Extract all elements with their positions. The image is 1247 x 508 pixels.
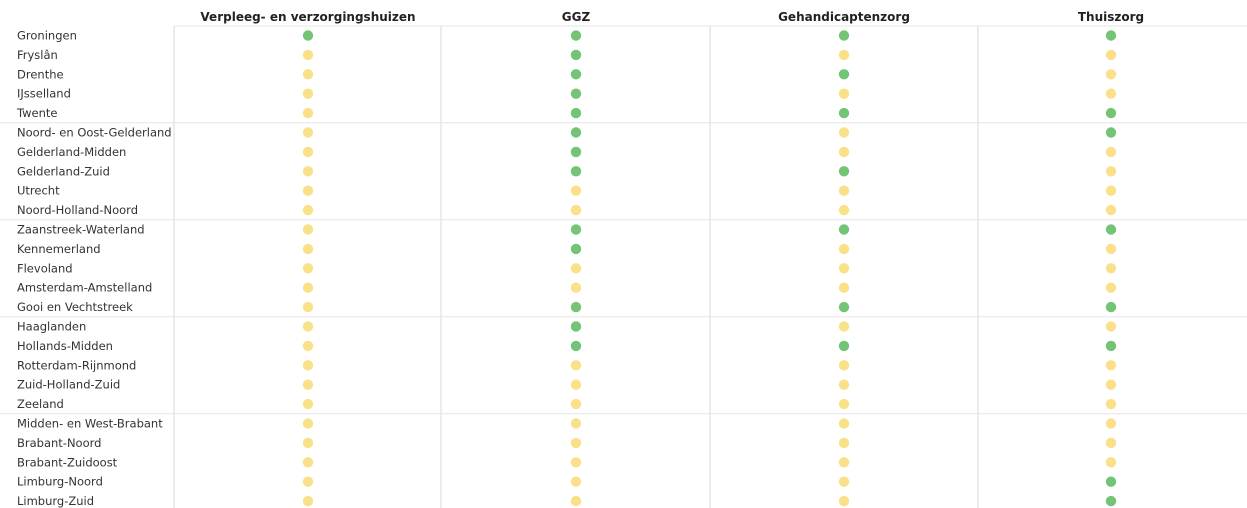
table-row: [17, 339, 1116, 353]
status-dot-yellow: [303, 166, 313, 176]
status-dot-green: [303, 30, 313, 40]
status-dot-yellow: [303, 438, 313, 448]
status-dot-yellow: [1106, 283, 1116, 293]
status-dot-yellow: [839, 186, 849, 196]
status-dot-yellow: [839, 244, 849, 254]
status-dot-yellow: [839, 50, 849, 60]
row-label: Hollands-Midden: [17, 338, 113, 353]
status-dot-yellow: [303, 360, 313, 370]
table-row: [17, 164, 1116, 178]
table-row: [17, 145, 1116, 159]
status-dot-yellow: [1106, 244, 1116, 254]
status-dot-yellow: [839, 477, 849, 487]
status-dot-green: [1106, 30, 1116, 40]
status-dot-yellow: [1106, 147, 1116, 157]
status-dot-yellow: [839, 380, 849, 390]
status-dot-yellow: [839, 321, 849, 331]
grid-lines: [0, 26, 1247, 508]
status-dot-yellow: [839, 283, 849, 293]
status-dot-yellow: [839, 399, 849, 409]
status-dot-yellow: [303, 205, 313, 215]
status-dot-yellow: [839, 457, 849, 467]
status-dot-green: [839, 341, 849, 351]
table-row: [17, 300, 1116, 314]
status-dot-yellow: [571, 263, 581, 273]
table-row: [17, 242, 1116, 256]
status-dot-yellow: [303, 302, 313, 312]
status-dot-yellow: [303, 321, 313, 331]
row-label: IJsselland: [17, 86, 71, 101]
status-dot-yellow: [1106, 50, 1116, 60]
status-dot-yellow: [571, 399, 581, 409]
row-label: Flevoland: [17, 261, 73, 276]
status-dot-green: [571, 166, 581, 176]
status-dot-green: [1106, 224, 1116, 234]
status-dot-yellow: [571, 380, 581, 390]
table-row: [17, 223, 1116, 237]
status-dot-yellow: [1106, 399, 1116, 409]
status-dot-green: [1106, 477, 1116, 487]
status-dot-yellow: [571, 205, 581, 215]
status-dot-green: [571, 89, 581, 99]
status-dot-green: [571, 69, 581, 79]
status-dot-green: [571, 108, 581, 118]
status-dot-yellow: [571, 477, 581, 487]
status-dot-yellow: [303, 496, 313, 506]
table-row: [17, 320, 1116, 334]
column-header-thuiszorg: Thuiszorg: [1077, 10, 1145, 24]
status-dot-green: [571, 244, 581, 254]
row-label: Zuid-Holland-Zuid: [17, 377, 121, 392]
table-row: [17, 417, 1116, 431]
status-dot-yellow: [303, 108, 313, 118]
status-dot-yellow: [1106, 205, 1116, 215]
row-label: Brabant-Zuidoost: [17, 455, 118, 470]
status-dot-yellow: [839, 127, 849, 137]
table-row: [17, 475, 1116, 489]
status-dot-green: [571, 302, 581, 312]
status-dot-yellow: [1106, 69, 1116, 79]
status-dot-yellow: [839, 205, 849, 215]
table-row: [17, 436, 1116, 450]
status-dot-yellow: [839, 89, 849, 99]
status-dot-yellow: [303, 283, 313, 293]
status-dot-yellow: [571, 496, 581, 506]
status-dot-yellow: [839, 147, 849, 157]
status-dot-yellow: [1106, 186, 1116, 196]
table-row: [17, 87, 1116, 101]
row-label: Brabant-Noord: [17, 435, 102, 450]
status-dot-yellow: [303, 69, 313, 79]
status-dot-yellow: [839, 496, 849, 506]
row-label: Limburg-Zuid: [17, 494, 95, 508]
status-dot-yellow: [571, 438, 581, 448]
status-dot-yellow: [571, 360, 581, 370]
status-dot-yellow: [303, 341, 313, 351]
status-dot-yellow: [303, 477, 313, 487]
status-dot-green: [1106, 127, 1116, 137]
status-dot-yellow: [303, 244, 313, 254]
column-header-verpleeg: Verpleeg- en verzorgingshuizen: [200, 10, 416, 24]
status-dot-yellow: [571, 418, 581, 428]
status-dot-yellow: [839, 360, 849, 370]
column-header-gehandicaptenzorg: Gehandicaptenzorg: [778, 10, 910, 24]
status-dot-green: [839, 69, 849, 79]
status-dot-yellow: [571, 283, 581, 293]
status-dot-green: [571, 321, 581, 331]
table-row: [17, 378, 1116, 392]
status-dot-green: [571, 224, 581, 234]
status-dot-yellow: [1106, 321, 1116, 331]
status-dot-green: [571, 341, 581, 351]
status-dot-yellow: [1106, 263, 1116, 273]
row-label: Noord- en Oost-Gelderland: [17, 125, 172, 140]
row-label: Groningen: [17, 28, 77, 43]
row-label: Midden- en West-Brabant: [17, 416, 163, 431]
column-header-ggz: GGZ: [561, 10, 591, 24]
status-dot-yellow: [1106, 418, 1116, 428]
table-row: [16, 106, 1116, 120]
row-label: Zeeland: [17, 397, 64, 412]
status-dot-green: [571, 30, 581, 40]
row-label: Kennemerland: [17, 241, 101, 256]
status-dot-yellow: [303, 224, 313, 234]
status-dot-green: [839, 224, 849, 234]
row-label: Utrecht: [17, 183, 60, 198]
table-row: [17, 281, 1116, 295]
status-dot-yellow: [303, 147, 313, 157]
status-dot-yellow: [1106, 457, 1116, 467]
status-dot-yellow: [303, 186, 313, 196]
status-dot-green: [1106, 108, 1116, 118]
table-row: [17, 261, 1116, 275]
row-label: Gelderland-Midden: [17, 144, 127, 159]
status-dot-yellow: [303, 418, 313, 428]
table-row: [17, 184, 1116, 198]
table-row: [17, 397, 1116, 411]
row-label: Haaglanden: [17, 319, 87, 334]
table-row: [17, 494, 1116, 508]
row-label: Drenthe: [17, 67, 64, 82]
status-dot-yellow: [1106, 89, 1116, 99]
status-dot-green: [571, 50, 581, 60]
status-dot-yellow: [1106, 380, 1116, 390]
status-dot-yellow: [1106, 360, 1116, 370]
status-dot-yellow: [571, 457, 581, 467]
row-label: Amsterdam-Amstelland: [17, 280, 153, 295]
table-rows: [16, 29, 1116, 508]
status-dot-green: [839, 302, 849, 312]
status-dot-yellow: [303, 263, 313, 273]
status-dot-green: [839, 166, 849, 176]
status-dot-yellow: [303, 380, 313, 390]
row-label: Noord-Holland-Noord: [17, 203, 139, 218]
status-dot-yellow: [1106, 438, 1116, 448]
status-dot-yellow: [303, 457, 313, 467]
status-dot-yellow: [839, 418, 849, 428]
status-dot-green: [1106, 302, 1116, 312]
status-dot-yellow: [839, 263, 849, 273]
status-dot-yellow: [571, 186, 581, 196]
table-row: [17, 126, 1116, 140]
row-label: Fryslân: [17, 47, 58, 62]
status-dot-yellow: [303, 399, 313, 409]
status-dot-green: [571, 147, 581, 157]
table-row: [17, 203, 1116, 217]
status-dot-yellow: [1106, 166, 1116, 176]
table-row: [17, 29, 1116, 43]
row-label: Zaanstreek-Waterland: [17, 222, 145, 237]
table-row: [17, 67, 1116, 81]
status-dot-green: [839, 108, 849, 118]
status-dot-yellow: [839, 438, 849, 448]
row-label: Rotterdam-Rijnmond: [17, 358, 137, 373]
status-dot-green: [1106, 496, 1116, 506]
row-label: Gooi en Vechtstreek: [17, 300, 133, 315]
status-dot-yellow: [303, 50, 313, 60]
row-label: Gelderland-Zuid: [17, 164, 110, 179]
table-row: [17, 358, 1116, 372]
status-dot-yellow: [303, 89, 313, 99]
table-row: [17, 455, 1116, 469]
status-dot-green: [1106, 341, 1116, 351]
row-label: Twente: [17, 106, 58, 121]
status-dot-yellow: [303, 127, 313, 137]
status-dot-green: [571, 127, 581, 137]
table-row: [17, 48, 1116, 62]
row-label: Limburg-Noord: [17, 474, 103, 489]
status-dot-green: [839, 30, 849, 40]
